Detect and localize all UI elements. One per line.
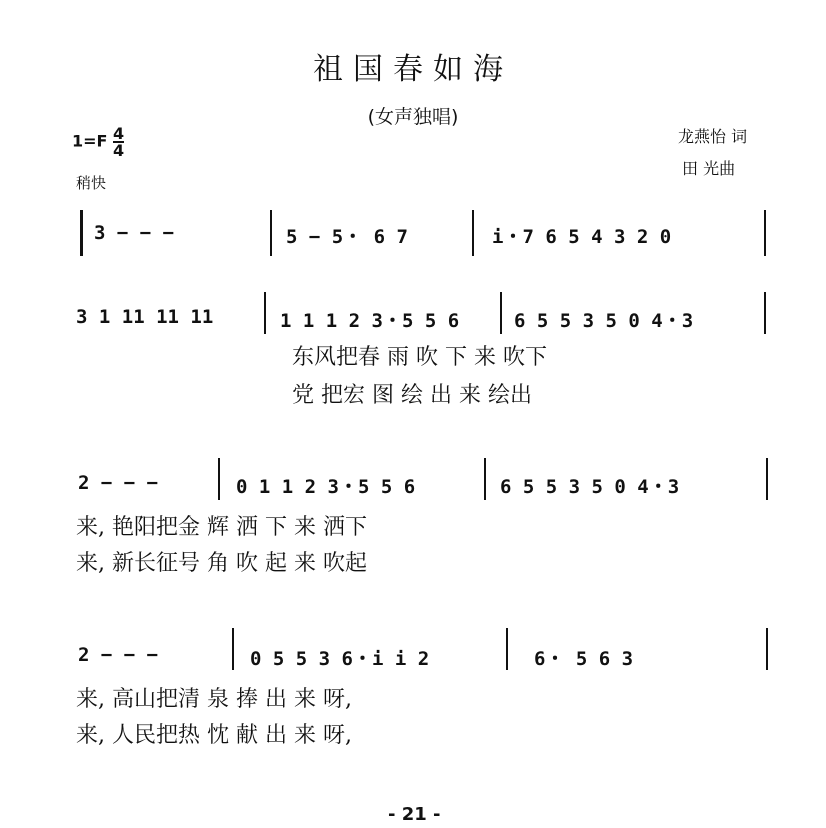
lyric-row4-verse1: 来, 高山把清 泉 捧 出 来 呀, — [76, 687, 352, 712]
notes-row1-m1: 3 − − − — [94, 222, 175, 244]
notes-row3-m1: 2 − − − — [78, 472, 159, 494]
barline — [270, 210, 272, 256]
notes-row1-m3: i・7 6 5 4 3 2 0 — [492, 226, 672, 248]
notes-row2-m1: 3 1 11 11 11 — [76, 306, 214, 328]
key-label: 1=F — [72, 131, 108, 151]
key-signature — [72, 126, 124, 158]
composer-credit: 田 光曲 — [682, 159, 736, 178]
barline — [484, 458, 486, 500]
time-signature-bottom: 4 — [113, 141, 125, 160]
barline — [766, 458, 768, 500]
lyric-row2-verse1: 东风把春 雨 吹 下 来 吹下 — [292, 345, 547, 370]
lyric-row4-verse2: 来, 人民把热 忱 献 出 来 呀, — [76, 723, 352, 748]
notes-row3-m3: 6 5 5 3 5 0 4・3 — [500, 476, 680, 498]
lyric-row3-verse1: 来, 艳阳把金 辉 洒 下 来 洒下 — [76, 515, 367, 540]
notes-row3-m2: 0 1 1 2 3・5 5 6 — [236, 476, 416, 498]
lyricist-credit: 龙燕怡 词 — [678, 127, 748, 146]
page-number: - 21 - — [388, 804, 441, 825]
notes-row2-m2: 1 1 1 2 3・5 5 6 — [280, 310, 460, 332]
barline — [264, 292, 266, 334]
barline — [218, 458, 220, 500]
repeat-barline — [80, 210, 83, 256]
barline — [506, 628, 508, 670]
notes-row2-m3: 6 5 5 3 5 0 4・3 — [514, 310, 694, 332]
barline — [472, 210, 474, 256]
song-title: 祖国春如海 — [313, 52, 513, 87]
barline — [232, 628, 234, 670]
notes-row4-m1: 2 − − − — [78, 644, 159, 666]
lyric-row3-verse2: 来, 新长征号 角 吹 起 来 吹起 — [76, 551, 367, 576]
barline — [500, 292, 502, 334]
song-subtitle: (女声独唱) — [367, 106, 459, 128]
barline — [764, 210, 766, 256]
time-signature — [113, 126, 124, 158]
tempo-marking: 稍快 — [76, 174, 107, 192]
barline — [764, 292, 766, 334]
notes-row1-m2: 5 − 5・ 6 7 — [286, 226, 408, 248]
lyric-row2-verse2: 党 把宏 图 绘 出 来 绘出 — [292, 383, 532, 408]
notes-row4-m3: 6・ 5 6 3 — [534, 648, 634, 670]
notes-row4-m2: 0 5 5 3 6・i i 2 — [250, 648, 430, 670]
barline — [766, 628, 768, 670]
time-signature-top: 4 — [113, 124, 125, 143]
